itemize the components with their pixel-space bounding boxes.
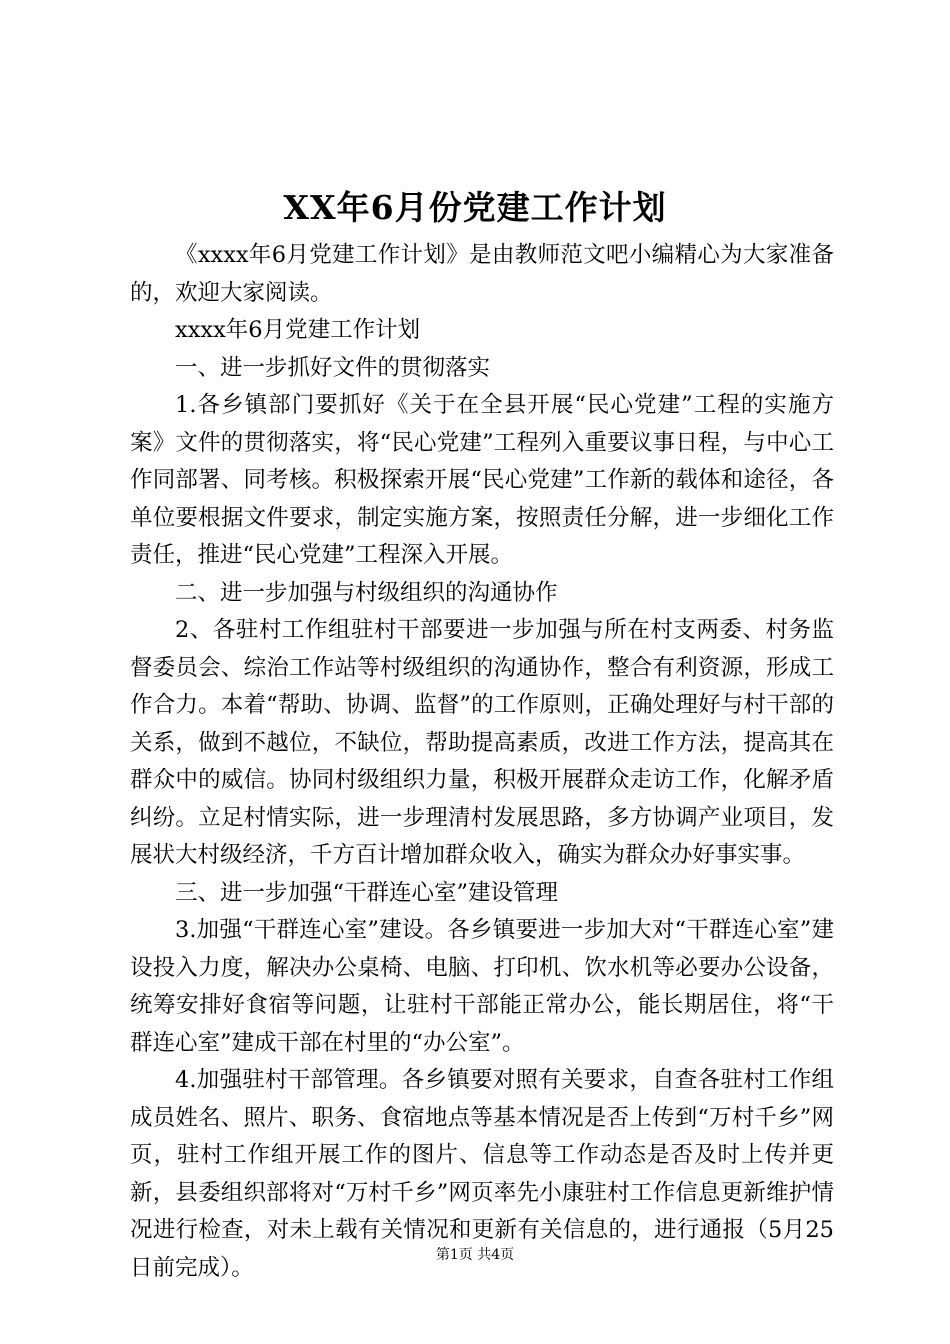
plan-subtitle: xxxx年6月党建工作计划 xyxy=(175,317,421,343)
body-paragraph-4: 4.加强驻村干部管理。各乡镇要对照有关要求，自查各驻村工作组成员姓名、照片、职务、食宿地点等基本情况是否上传到“万村千乡”网页，驻村工作组开展工作的图片、信息等工作动态是否及时上传并更新，县委组织部将对“万村千乡”网页率先小康驻村工作信息更新维护情况进行检查，对未上载有关情况和更新有关信息的，进行通报（5月25日前完成）。 xyxy=(130,1067,834,1281)
section-heading-3: 三、进一步加强“干群连心室”建设管理 xyxy=(175,879,559,906)
page-title: XX年6月份党建工作计划 xyxy=(283,188,667,227)
section-heading-1: 一、进一步抓好文件的贯彻落实 xyxy=(175,354,491,381)
body-paragraph-2: 2、各驻村工作组驻村干部要进一步加强与所在村支两委、村务监督委员会、综治工作站等村级组织的沟通协作，整合有利资源，形成工作合力。本着“帮助、协调、监督”的工作原则，正确处理好与村干部的关系，做到不越位，不缺位，帮助提高素质，改进工作方法，提高其在群众中的威信。协同村级组织力量，积极开展群众走访工作，化解矛盾纠纷。立足村情实际，进一步理清村发展思路，多方协调产业项目，发展状大村级经济，千方百计增加群众收入，确实为群众办好事实事。 xyxy=(130,617,834,868)
page-footer: 第1页 共4页 xyxy=(435,1247,515,1263)
body-paragraph-3: 3.加强“干群连心室”建设。各乡镇要进一步加大对“干群连心室”建设投入力度，解决办公桌椅、电脑、打印机、饮水机等必要办公设备，统筹安排好食宿等问题，让驻村干部能正常办公，能长期居住，将“干群连心室”建成干部在村里的“办公室”。 xyxy=(130,917,834,1056)
section-heading-2: 二、进一步加强与村级组织的沟通协作 xyxy=(175,579,558,606)
body-paragraph-1: 1.各乡镇部门要抓好《关于在全县开展“民心党建”工程的实施方案》文件的贯彻落实，将“民心党建”工程列入重要议事日程，与中心工作同部署、同考核。积极探索开展“民心党建”工作新的载体和途径，各单位要根据文件要求，制定实施方案，按照责任分解，进一步细化工作责任，推进“民心党建”工程深入开展。 xyxy=(130,392,834,568)
document-body xyxy=(130,237,834,1287)
intro-paragraph: 《xxxx年6月党建工作计划》是由教师范文吧小编精心为大家准备的，欢迎大家阅读。 xyxy=(130,242,834,306)
